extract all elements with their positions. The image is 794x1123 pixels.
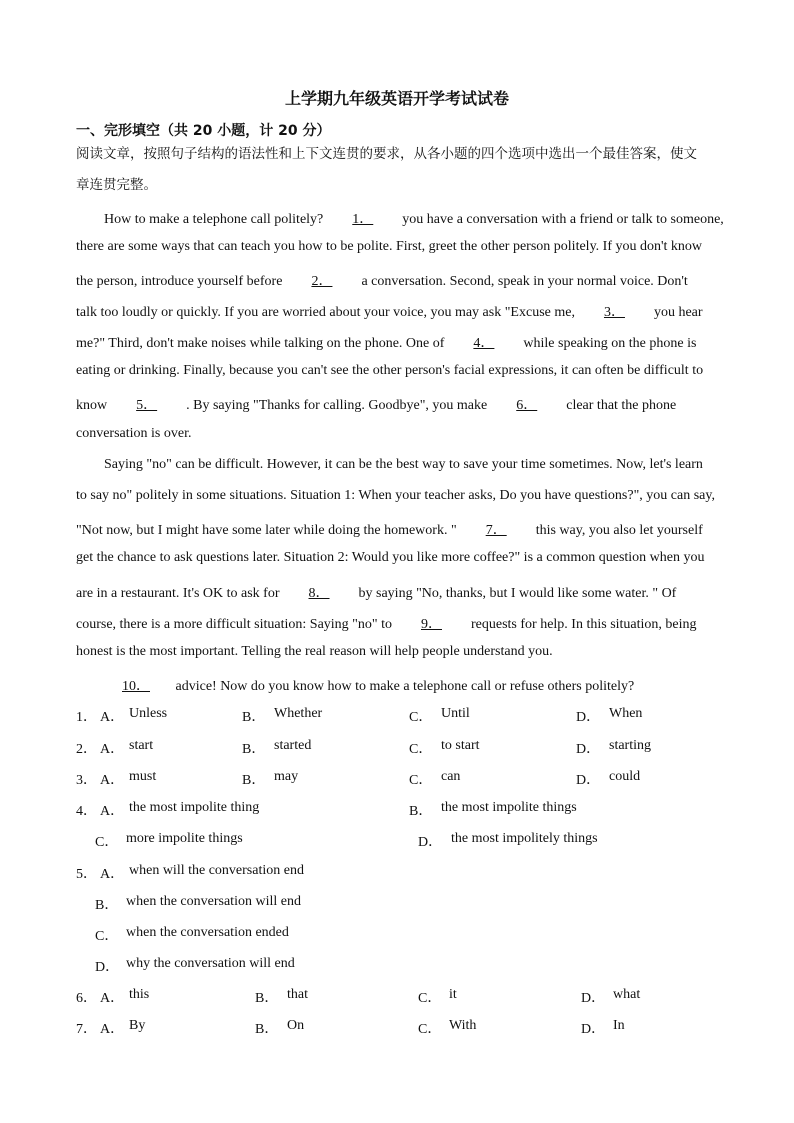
passage-text: clear that the phone (566, 398, 677, 413)
option-text: On (287, 1018, 305, 1033)
option-text: the most impolite things (441, 800, 577, 815)
passage-text: this way, you also let yourself (535, 523, 703, 538)
option-text: this (129, 987, 150, 1002)
question-5 (76, 863, 756, 883)
blank-1: 1． (352, 212, 374, 227)
option-letter: C． (418, 991, 442, 1006)
passage-text: honest is the most important. Telling the real reason will help people understand you. (76, 644, 553, 659)
passage-text: conversation is over. (76, 426, 192, 441)
question-4 (76, 800, 756, 820)
passage-text: me?" Third, don't make noises while talking on the phone. One of (76, 336, 445, 351)
question-number: 5． (76, 867, 97, 882)
question-1 (76, 706, 756, 726)
option-letter: B． (255, 1022, 279, 1037)
option-letter: D． (581, 1022, 606, 1037)
option-text: can (441, 769, 461, 784)
option-letter: C． (418, 1022, 442, 1037)
question-6 (76, 987, 756, 1007)
option-letter: A． (100, 773, 125, 788)
question-number: 3． (76, 773, 97, 788)
question-number: 1． (76, 710, 97, 725)
option-text: to start (441, 738, 480, 753)
option-letter: A． (100, 867, 125, 882)
option-letter: B． (409, 804, 433, 819)
blank-7: 7． (485, 523, 507, 538)
passage-text: you have a conversation with a friend or talk to someone, (402, 212, 724, 227)
option-letter: B． (95, 898, 119, 913)
passage-text: get the chance to ask questions later. Situation 2: Would you like more coffee?" is a common question when you (76, 550, 705, 565)
option-letter: D． (576, 773, 601, 788)
option-text: starting (609, 738, 651, 753)
question-number: 4． (76, 804, 97, 819)
option-text: when the conversation will end (126, 894, 301, 909)
passage-text: by saying "No, thanks, but I would like some water. " Of (358, 586, 677, 601)
question-2 (76, 738, 756, 758)
option-text: the most impolitely things (451, 831, 598, 846)
option-text: must (129, 769, 157, 784)
blank-9: 9． (421, 617, 442, 632)
option-letter: A． (100, 804, 125, 819)
option-letter: A． (100, 742, 125, 757)
question-number: 6． (76, 991, 97, 1006)
instructions-line-2: 章连贯完整。 (76, 177, 157, 193)
blank-10: 10． (122, 679, 150, 694)
passage-text: a conversation. Second, speak in your normal voice. Don't (361, 274, 688, 289)
option-letter: C． (95, 929, 119, 944)
option-letter: D． (581, 991, 606, 1006)
option-text: In (613, 1018, 625, 1033)
option-text: By (129, 1018, 146, 1033)
question-5-option-d (76, 956, 756, 976)
blank-3: 3． (603, 305, 625, 320)
option-letter: C． (95, 835, 119, 850)
question-number: 7． (76, 1022, 97, 1037)
option-letter: C． (409, 710, 433, 725)
option-letter: D． (576, 742, 601, 757)
option-text: when will the conversation end (129, 863, 304, 878)
option-letter: B． (242, 710, 266, 725)
option-text: Whether (274, 706, 323, 721)
section-heading: 一、完形填空（共 20 小题，计 20 分） (76, 123, 331, 139)
passage-text: advice! Now do you know how to make a telephone call or refuse others politely? (175, 679, 635, 694)
passage-text: Saying "no" can be difficult. However, it can be the best way to save your time sometimes. Now, let's learn (104, 457, 703, 472)
option-text: when the conversation ended (126, 925, 289, 940)
option-letter: B． (242, 742, 266, 757)
passage-text: the person, introduce yourself before (76, 274, 283, 289)
question-5-option-c (76, 925, 756, 945)
question-4-cont (76, 831, 756, 851)
option-text: Unless (129, 706, 168, 721)
option-text: that (287, 987, 308, 1002)
option-text: When (609, 706, 643, 721)
option-text: started (274, 738, 312, 753)
option-letter: D． (95, 960, 120, 975)
option-text: start (129, 738, 154, 753)
option-letter: A． (100, 710, 125, 725)
option-letter: B． (255, 991, 279, 1006)
blank-4: 4． (473, 336, 495, 351)
question-3 (76, 769, 756, 789)
passage-text: you hear (653, 305, 703, 320)
passage-text: "Not now, but I might have some later while doing the homework. " (76, 523, 457, 538)
option-text: why the conversation will end (126, 956, 295, 971)
option-letter: A． (100, 991, 125, 1006)
option-letter: C． (409, 742, 433, 757)
blank-2: 2． (311, 274, 333, 289)
option-text: what (613, 987, 641, 1002)
option-letter: D． (576, 710, 601, 725)
passage-text: talk too loudly or quickly. If you are worried about your voice, you may ask "Excuse me, (76, 305, 575, 320)
instructions-line-1: 阅读文章，按照句子结构的语法性和上下文连贯的要求，从各小题的四个选项中选出一个最佳答案，使文 (76, 146, 697, 162)
passage-text: . By saying "Thanks for calling. Goodbye", you make (186, 398, 488, 413)
passage-text: are in a restaurant. It's OK to ask for (76, 586, 280, 601)
passage-text: know (76, 398, 108, 413)
option-text: With (449, 1018, 477, 1033)
page-title: 上学期九年级英语开学考试试卷 (284, 89, 509, 108)
blank-6: 6． (516, 398, 538, 413)
question-7 (76, 1018, 756, 1038)
passage-text: there are some ways that can teach you how to be polite. First, greet the other person politely. If you don't know (76, 239, 703, 254)
blank-8: 8． (308, 586, 330, 601)
passage-text: requests for help. In this situation, being (471, 617, 697, 632)
option-text: it (449, 987, 457, 1002)
blank-5: 5． (136, 398, 158, 413)
option-text: could (609, 769, 641, 784)
question-5-option-b (76, 894, 756, 914)
option-letter: A． (100, 1022, 125, 1037)
passage-text: to say no" politely in some situations. Situation 1: When your teacher asks, Do you have questions?", you can say, (76, 488, 715, 503)
option-text: the most impolite thing (129, 800, 260, 815)
passage-text: course, there is a more difficult situation: Saying "no" to (76, 617, 392, 632)
option-letter: B． (242, 773, 266, 788)
passage-text: How to make a telephone call politely? (104, 212, 324, 227)
passage-text: eating or drinking. Finally, because you can't see the other person's facial expressions, it can often be difficult to (76, 363, 704, 378)
option-text: Until (441, 706, 470, 721)
passage-text: while speaking on the phone is (523, 336, 697, 351)
option-text: more impolite things (126, 831, 243, 846)
option-letter: D． (418, 835, 443, 850)
question-number: 2． (76, 742, 97, 757)
option-text: may (274, 769, 299, 784)
option-letter: C． (409, 773, 433, 788)
